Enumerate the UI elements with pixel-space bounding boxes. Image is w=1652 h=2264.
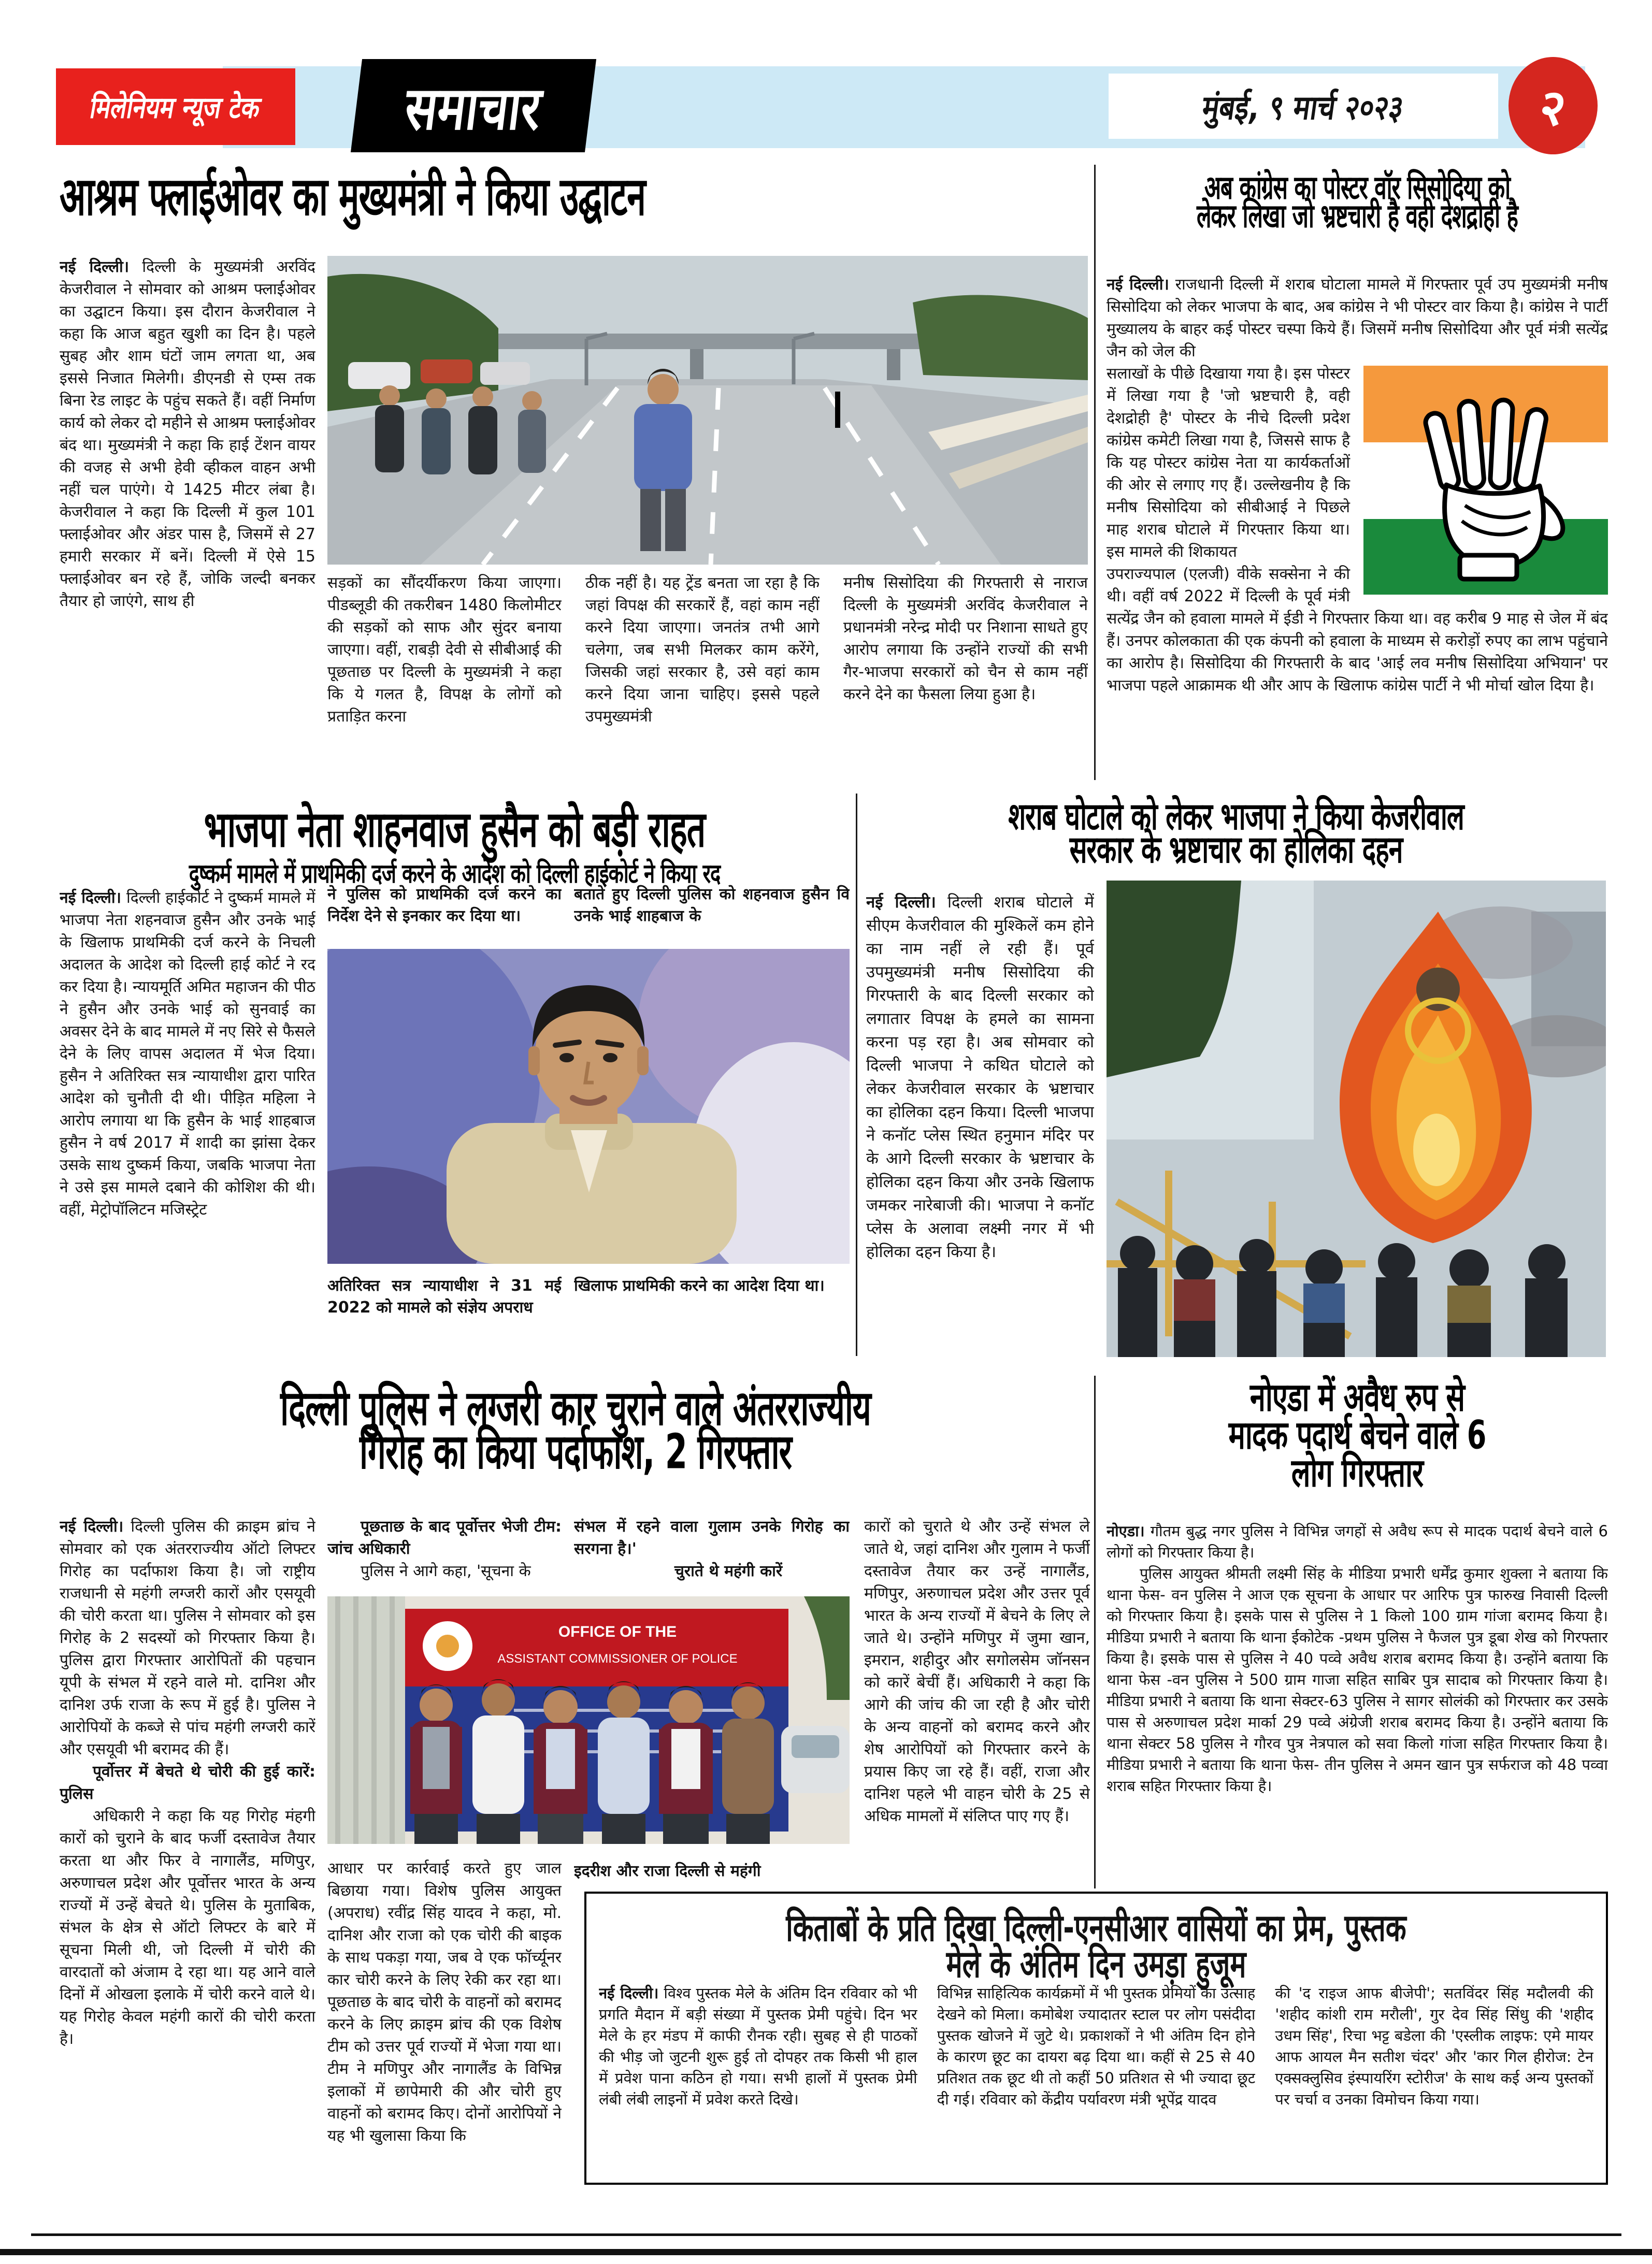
shahnawaz-top-mid-left: ने पुलिस को प्राथमिकी दर्ज करने का निर्देश देने से इनकार कर दिया था।	[327, 885, 562, 925]
book-fair-box	[584, 1892, 1608, 2185]
congress-flag-image	[1363, 366, 1608, 595]
congress-body: नई दिल्ली। राजधानी दिल्ली में शराब घोटाला मामले में गिरफ्तार पूर्व उप मुख्यमंत्री मनीष सिसोदिया को लेकर भाजपा के बाद, अब कांग्रेस ने भी पोस्टर वार किया है। कांग्रेस ने पार्टी मुख्यालय के बाहर कई पोस्टर चस्पा किये हैं। जिसमें मनीष सिसोदिया और पूर्व मंत्री सत्येंद्र जैन को जेल की सलाखों के पीछे दिखाया गया है। इस पोस्टर में लिखा गया है 'जो भ्रष्टचारी है, वही देशद्रोही है' पोस्टर के नीचे दिल्ली प्रदेश कांग्रेस कमेटी लिखा गया है, जिससे साफ है कि यह पोस्टर कांग्रेस नेता या कार्यकर्ताओं की ओर से लगाए गए हैं। उल्लेखनीय है कि मनीष सिसोदिया को सीबीआई ने पिछले माह शराब घोटाले में गिरफ्तार किया था। इस मामले की शिकायत उपराज्यपाल (एलजी) वीके सक्सेना ने की थी। वहीं वर्ष 2022 में दिल्ली के पूर्व मंत्री सत्येंद्र जैन को हवाला मामले में ईडी ने गिरफ्तार किया था। वह करीब 9 माह से जेल में बंद हैं। उनपर कोलकाता की एक कंपनी को हवाला के माध्यम से करोड़ों रुपए का लाभ पहुंचाने का आरोप है। सिसोदिया की गिरफ्तारी के बाद 'आई लव मनीष सिसोदिया अभियान' पर भाजपा पहले आक्रामक थी और आप के खिलाफ कांग्रेस पार्टी ने भी मोर्चा खोल दिया है।	[1107, 276, 1608, 695]
congress-headline: अब कांग्रेस का पोस्टर वॉर सिसोदिया को लेकर लिखा जो भ्रष्टचारी है वही देशद्रोही है	[1197, 168, 1518, 235]
holika-bonfire-illustration	[1107, 881, 1606, 1357]
congress-dateline: नई दिल्ली।	[1107, 276, 1169, 294]
book-fair-col1: नई दिल्ली। विश्व पुस्तक मेले के अंतिम दिन रविवार को भी प्रगति मैदान में बड़ी संख्या में पुस्तक प्रेमी पहुंचे। दिन भर मेले के हर मंडप में काफी रौनक रही। सुबह से ही पाठकों की भीड़ जो जुटनी शुरू हुई तो दोपहर तक किसी भी हाल में प्रवेश पाना कठिन हो गया। सभी हालों में पुस्तक प्रेमी लंबी लंबी लाइनों में प्रवेश करते दिखे।	[599, 1984, 917, 2109]
bottom-rule-thick	[0, 2249, 1652, 2255]
flyover-photo-illustration	[327, 256, 1088, 565]
shahnawaz-top-mid-right: बताते हुए दिल्ली पुलिस को शहनवाज हुसैन वि उनके भाई शाहबाज के	[574, 885, 850, 925]
holika-photo	[1107, 881, 1606, 1357]
holika-body: नई दिल्ली। दिल्ली शराब घोटाले में सीएम केजरीवाल की मुश्किलें कम होने का नाम नहीं ले रही हैं। पूर्व उपमुख्यमंत्री मनीष सिसोदिया की गिरफ्तारी के बाद दिल्ली सरकार को लगातार विपक्ष के हमले का सामना करना पड़ रहा है। अब सोमवार को दिल्ली भाजपा ने कथित घोटाले को लेकर केजरीवाल सरकार के भ्रष्टाचार का होलिका दहन किया। दिल्ली भाजपा ने कनॉट प्लेस स्थित हनुमान मंदिर पर के आगे दिल्ली सरकार के भ्रष्टाचार के होलिका दहन किया और उनके खिलाफ जमकर नारेबाजी की। भाजपा ने कनॉट प्लेस के अलावा लक्ष्मी नगर में भी होलिका दहन किया है।	[866, 893, 1094, 1261]
car-theft-col3-top: संभल में रहने वाला गुलाम उनके गिरोह का सरगना है।' चुराते थे महंगी कारें	[574, 1518, 850, 1580]
police-banner-line1: OFFICE OF THE	[558, 1623, 677, 1640]
flyover-dateline: नई दिल्ली।	[60, 258, 130, 276]
shahnawaz-portrait-illustration	[327, 949, 850, 1264]
car-theft-headline: दिल्ली पुलिस ने लग्जरी कार चुराने वाले अंतरराज्यीय गिरोह का किया पर्दाफाश, 2 गिरफ्तार	[280, 1379, 871, 1480]
divider-middle	[856, 794, 857, 1356]
page-number: २	[1536, 78, 1569, 137]
divider-top	[1094, 165, 1096, 780]
noida-headline: नोएडा में अवैध रुप से मादक पदार्थ बेचने वाले 6 लोग गिरफ्तार	[1228, 1374, 1486, 1496]
shahnawaz-headline: भाजपा नेता शाहनवाज हुसैन को बड़ी राहत	[204, 801, 706, 859]
car-theft-col1-subhead: पूर्वोत्तर में बेचते थे चोरी की हुई कारें: पुलिस	[60, 1763, 315, 1803]
flyover-col1: नई दिल्ली। दिल्ली के मुख्यमंत्री अरविंद केजरीवाल ने सोमवार को आश्रम फ्लाईओवर का उद्घाटन किया। इस दौरान केजरीवाल ने कहा कि आज बहुत खुशी का दिन है। पहले सुबह और शाम घंटों जाम लगता था, अब इससे निजात मिलेगी। डीएनडी से एम्स तक बिना रेड लाइट के पहुंच सकते हैं। वहीं निर्माण कार्य को लेकर दो महीने से आश्रम फ्लाईओवर बंद था। मुख्यमंत्री ने कहा कि हाई टेंशन वायर की वजह से अभी हेवी व्हीकल वाहन अभी नहीं चल पाएंगे। ये 1425 मीटर लंबा है। केजरीवाल ने कहा कि दिल्ली में कुल 101 फ्लाईओवर और अंडर पास है, जिसमें से 27 हमारी सरकार में बनें। दिल्ली में ऐसे 15 फ्लाईओवर बन रहे हैं, जोकि जल्दी बनकर तैयार हो जाएंगे, साथ ही	[60, 258, 315, 610]
flyover-photo	[327, 256, 1088, 565]
car-theft-dateline: नई दिल्ली।	[60, 1518, 124, 1536]
shahnawaz-caption-right: खिलाफ प्राथमिकी करने का आदेश दिया था।	[574, 1277, 825, 1295]
noida-body: नोएडा। गौतम बुद्ध नगर पुलिस ने विभिन्न जगहों से अवैध रूप से मादक पदार्थ बेचने वाले 6 लोगों को गिरफ्तार किया है। पुलिस आयुक्त श्रीमती लक्ष्मी सिंह के मीडिया प्रभारी धर्मेंद्र कुमार शुक्ला ने बताया कि थाना फेस- वन पुलिस ने आज एक सूचना के आधार पर आरिफ पुत्र फारुख निवासी दिल्ली को गिरफ्तार किया है। इसके पास से पुलिस ने 1 किलो 100 ग्राम गांजा बरामद किया है। मीडिया प्रभारी ने बताया कि थाना ईकोटेक -प्रथम पुलिस ने फैजल पुत्र डूबा शेख को गिरफ्तार किया है। इसके पास से पुलिस ने 40 पव्वे अवैध शराब बरामद किया है। उन्होंने बताया कि थाना फेस -वन पुलिस ने 500 ग्राम गाजा सहित साबिर पुत्र सादाब को गिरफ्तार किया है। मीडिया प्रभारी ने बताया कि थाना सेक्टर-63 पुलिस ने सागर सोलंकी को गिरफ्तार कर उसके पास से अरुणाचल प्रदेश मार्का 29 पव्वे अंग्रेजी शराब बरामद किया है। उन्होंने बताया कि थाना सेक्टर 58 पुलिस ने गौरव पुत्र नेत्रपाल को सवा किलो गांजा सहित गिरफ्तार किया है। मीडिया प्रभारी ने बताया कि थाना फेस- तीन पुलिस ने अमन खान पुत्र सर्फराज को 48 पव्वा शराब सहित गिरफ्तार किया है।	[1107, 1522, 1608, 1795]
book-fair-headline: किताबों के प्रति दिखा दिल्ली-एनसीआर वासियों का प्रेम, पुस्तक मेले के अंतिम दिन उमड़ा हुजूम	[786, 1907, 1406, 1987]
police-photo	[327, 1596, 850, 1844]
shahnawaz-subheadline: दुष्कर्म मामले में प्राथमिकी दर्ज करने के आदेश को दिल्ली हाईकोर्ट ने किया रद	[189, 858, 721, 889]
police-banner-line2: ASSISTANT COMMISSIONER OF POLICE	[497, 1652, 738, 1666]
date-box	[1109, 74, 1498, 139]
shahnawaz-photo	[327, 949, 850, 1264]
noida-dateline: नोएडा।	[1107, 1522, 1145, 1540]
police-group-illustration	[327, 1596, 850, 1844]
paper-brand-name: मिलेनियम न्यूज टेक	[88, 90, 264, 125]
shahnawaz-left-col: नई दिल्ली। दिल्ली हाईकोर्ट ने दुष्कर्म मामले में भाजपा नेता शहनवाज हुसैन और उनके भाई के खिलाफ प्राथमिकी दर्ज करने के निचली अदालत के आदेश को दिल्ली हाई कोर्ट ने रद कर दिया है। न्यायमूर्ति अमित महाजन की पीठ ने हुसैन और उनके भाई को सुनवाई का अवसर देने के बाद मामले में नए सिरे से फैसले देने के लिए वापस अदालत में भेज दिया। हुसैन ने अतिरिक्त सत्र न्यायाधीश द्वारा पारित आदेश को चुनौती दी थी। पीड़ित महिला ने आरोप लगाया था कि हुसैन के भाई शाहबाज हुसैन ने वर्ष 2017 में शादी का झांसा देकर उसके साथ दुष्कर्म किया, जबकि भाजपा नेता ने उसे इस मामले दबाने की कोशिश की थी। वहीं, मेट्रोपॉलिटन मजिस्ट्रेट	[60, 889, 315, 1219]
car-theft-col2-top: पूछताछ के बाद पूर्वोत्तर भेजी टीम: जांच अधिकारी पुलिस ने आगे कहा, 'सूचना के	[327, 1518, 562, 1580]
bottom-rule-thin	[31, 2233, 1621, 2236]
section-box	[351, 59, 596, 152]
flyover-headline: आश्रम फ्लाईओवर का मुख्यमंत्री ने किया उद्घाटन	[60, 165, 645, 228]
book-fair-col3: की 'द राइज आफ बीजेपी'; सतविंदर सिंह मदौलवी की 'शहीद कांशी राम मरौली', गुर देव सिंह सिंधु की 'शहीद उधम सिंह', रिचा भट्ट बडेला की 'एस्लीक लाइफ: एमे मायर आफ आयल मैन सतीश चंदर' और 'कार गिल हीरोज: टेन एक्सक्लुसिव इंस्पायरिंग स्टोरीज' के साथ कई अन्य पुस्तकों पर चर्चा व उनका विमोचन किया गया।	[1275, 1984, 1594, 2109]
page-number-badge	[1509, 57, 1598, 154]
edition-dateline: मुंबई, ९ मार्च २०२३	[1200, 88, 1406, 127]
flyover-col2: सड़कों का सौंदर्यीकरण किया जाएगा। पीडब्लूडी की तकरीबन 1480 किलोमीटर की सड़कों को साफ और सुंदर बनाया जाएगा। वहीं, राबड़ी देवी से सीबीआई की पूछताछ पर दिल्ली के मुख्यमंत्री ने कहा कि ये गलत है, विपक्ष के लोगों को प्रताड़ित करना	[327, 574, 562, 726]
flyover-col3: ठीक नहीं है। यह ट्रेंड बनता जा रहा है कि जहां विपक्ष की सरकारें हैं, वहां काम नहीं करने दिया जाएगा। जनतंत्र तभी आगे चलेगा, जब सभी मिलकर काम करेंगे, जिसकी जहां सरकार है, उसे वहां काम करने दिया जाना चाहिए। इससे पहले उपमुख्यमंत्री	[585, 574, 820, 726]
holika-dateline: नई दिल्ली।	[866, 893, 936, 912]
book-fair-col2: विभिन्न साहित्यिक कार्यक्रमों में भी पुस्तक प्रेमियों का उत्साह देखने को मिला। कमोबेश ज्यादातर स्टाल पर लोग पसंदीदा पुस्तक खोजने में जुटे थे। प्रकाशकों ने भी अंतिम दिन होने के कारण छूट का दायरा बढ़ दिया था। कहीं से 25 से 40 प्रतिशत तक छूट थी तो कहीं 50 प्रतिशत से भी ज्यादा छूट दी गई। रविवार को केंद्रीय पर्यावरण मंत्री भूपेंद्र यादव	[937, 1984, 1256, 2109]
flyover-col4: मनीष सिसोदिया की गिरफ्तारी से नाराज दिल्ली के मुख्यमंत्री अरविंद केजरीवाल ने प्रधानमंत्री नरेन्द्र मोदी पर निशाना साधते हुए आरोप लगाया कि उन्होंने राज्यों की सभी गैर-भाजपा सरकारों को चैन से काम नहीं करने देने का फैसला लिया हुआ है।	[843, 574, 1088, 703]
holika-headline: शराब घोटाले को लेकर भाजपा ने किया केजरीवाल सरकार के भ्रष्टाचार का होलिका दहन	[1008, 795, 1464, 872]
shahnawaz-caption-left: अतिरिक्त सत्र न्यायाधीश ने 31 मई 2022 को मामले को संज्ञेय अपराध	[327, 1277, 562, 1317]
car-theft-col2-below: आधार पर कार्रवाई करते हुए जाल बिछाया गया। विशेष पुलिस आयुक्त (अपराध) रवींद्र सिंह यादव ने कहा, मो. दानिश और राजा को एक चोरी की बाइक के साथ पकड़ा गया, जब वे एक फॉर्च्यूनर कार चोरी करने के लिए रेकी कर रहा था। पूछताछ के बाद चोरी के वाहनों को बरामद करने के लिए क्राइम ब्रांच की एक विशेष टीम को उत्तर पूर्व राज्यों में भेजा गया था। टीम ने मणिपुर और नागालैंड के विभिन्न इलाकों में छापेमारी की और चोरी हुए वाहनों को बरामद किए। दोनों आरोपियों ने यह भी खुलासा किया कि	[327, 1859, 562, 2145]
divider-bottom	[1094, 1376, 1096, 1888]
section-title: समाचार	[401, 74, 545, 143]
shahnawaz-dateline: नई दिल्ली।	[60, 889, 121, 907]
car-theft-col4: कारों को चुराते थे और उन्हें संभल ले जाते थे, जहां दानिश और गुलाम ने फर्जी दस्तावेज तैयार कर उन्हें नागालैंड, मणिपुर, अरुणाचल प्रदेश और उत्तर पूर्व भारत के अन्य राज्यों में बेचने के लिए ले जाते थे। उन्होंने मणिपुर में जुमा खान, इमरान, शहीदुर और सगोलसेम जॉनसन को कारें बेचीं हैं। अधिकारी ने कहा कि आगे की जांच की जा रही है और चोरी के अन्य वाहनों को बरामद करने और शेष आरोपियों को गिरफ्तार करने के प्रयास किए जा रहे हैं। वहीं, राजा और दानिश पहले भी वाहन चोरी के 25 से अधिक मामलों में संलिप्त पाए गए हैं।	[864, 1518, 1090, 1825]
car-theft-col1: नई दिल्ली। दिल्ली पुलिस की क्राइम ब्रांच ने सोमवार को एक अंतरराज्यीय ऑटो लिफ्टर गिरोह का पर्दाफाश किया है। जो राष्ट्रीय राजधानी से महंगी लग्जरी कारों और एसयूवी की चोरी करता था। पुलिस ने सोमवार को इस गिरोह के 2 सदस्यों को गिरफ्तार किया है। पुलिस द्वारा गिरफ्तार आरोपितों की पहचान यूपी के संभल में रहने वाले मो. दानिश और दानिश उर्फ राजा के रूप में हुई है। पुलिस ने आरोपियों के कब्जे से पांच महंगी लग्जरी कारें और एसयूवी भी बरामद की हैं। पूर्वोत्तर में बेचते थे चोरी की हुई कारें: पुलिस अधिकारी ने कहा कि यह गिरोह मंहगी कारों को चुराने के बाद फर्जी दस्तावेज तैयार करता था और फिर वे नागालैंड, मणिपुर, अरुणाचल प्रदेश और पूर्वोत्तर भारत के अन्य राज्यों में उन्हें बेचते थे। पुलिस के मुताबिक, संभल के क्षेत्र से ऑटो लिफ्टर के बारे में सूचना मिली थी, जो दिल्ली में चोरी की वारदातों को अंजाम दे रहा था। यह आने वाले दिनों में ओखला इलाके में चोरी करने वाले थे। यह गिरोह केवल महंगी कारों की चोरी करता है।	[60, 1518, 315, 2048]
paper-brand-box	[56, 68, 295, 145]
book-fair-dateline: नई दिल्ली।	[599, 1984, 659, 2002]
car-theft-photo-caption: इदरीश और राजा दिल्ली से महंगी	[574, 1862, 761, 1880]
